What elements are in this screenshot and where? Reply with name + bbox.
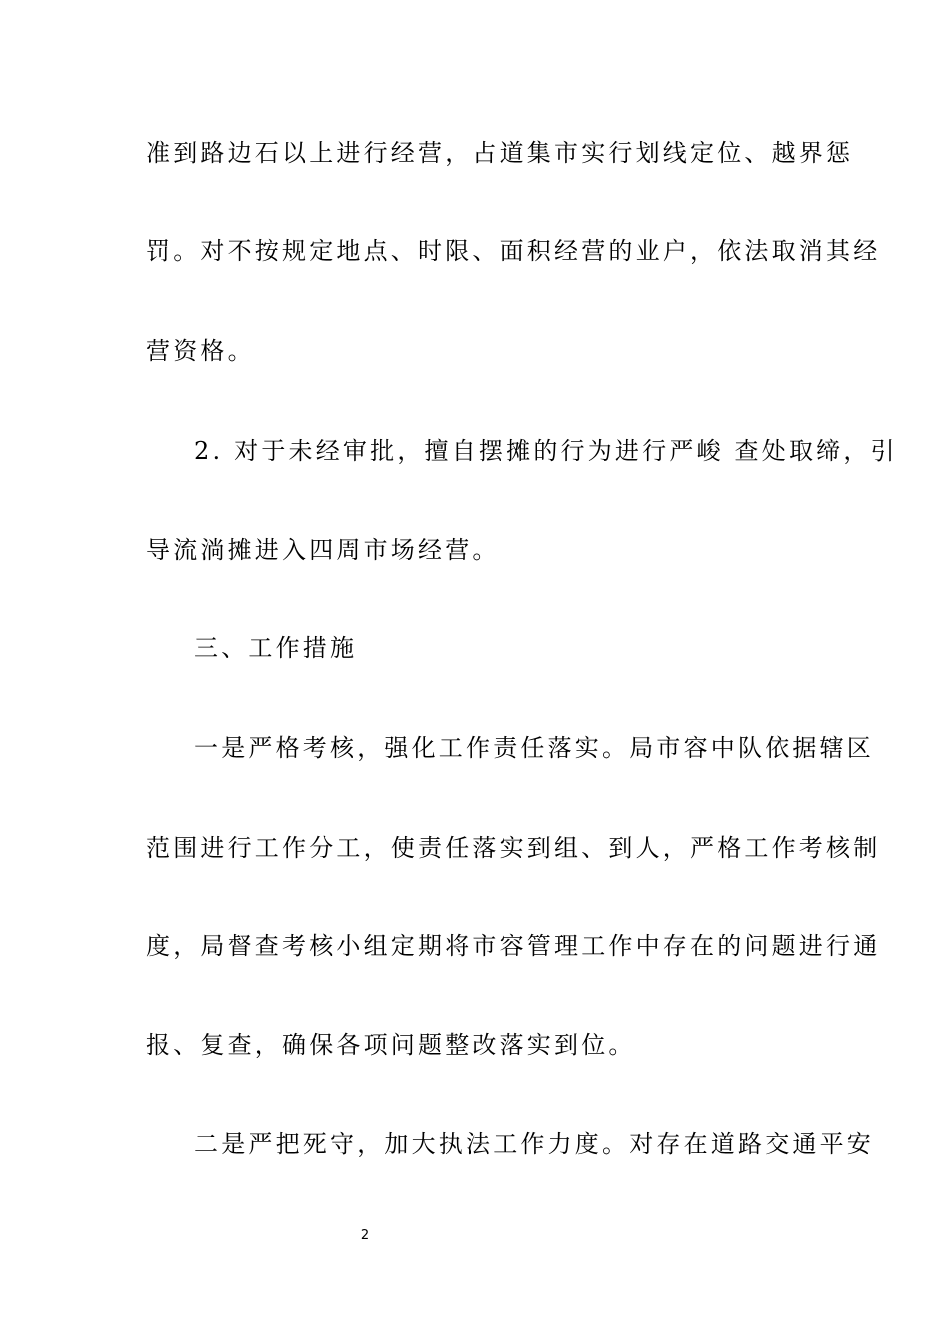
text-line: 一是严格考核，强化工作责任落实。局市容中队依据辖区 (194, 734, 874, 762)
text-line: 2. 对于未经审批，擅自摆摊的行为进行严峻 查处取缔，引 (194, 437, 898, 465)
section-heading: 三、工作措施 (194, 634, 358, 662)
text-line: 度，局督查考核小组定期将市容管理工作中存在的问题进行通 (146, 932, 881, 960)
text-line: 导流淌摊进入四周市场经营。 (146, 536, 500, 564)
text-line: 准到路边石以上进行经营，占道集市实行划线定位、越界惩 (146, 139, 854, 167)
text-line: 报、复查，确保各项问题整改落实到位。 (146, 1031, 636, 1059)
text-line: 罚。对不按规定地点、时限、面积经营的业户，依法取消其经 (146, 237, 881, 265)
text-line: 营资格。 (146, 337, 255, 365)
text-line: 范围进行工作分工，使责任落实到组、到人，严格工作考核制 (146, 834, 881, 862)
page-number: 2 (360, 1228, 370, 1243)
text-line: 二是严把死守，加大执法工作力度。对存在道路交通平安 (194, 1130, 874, 1158)
